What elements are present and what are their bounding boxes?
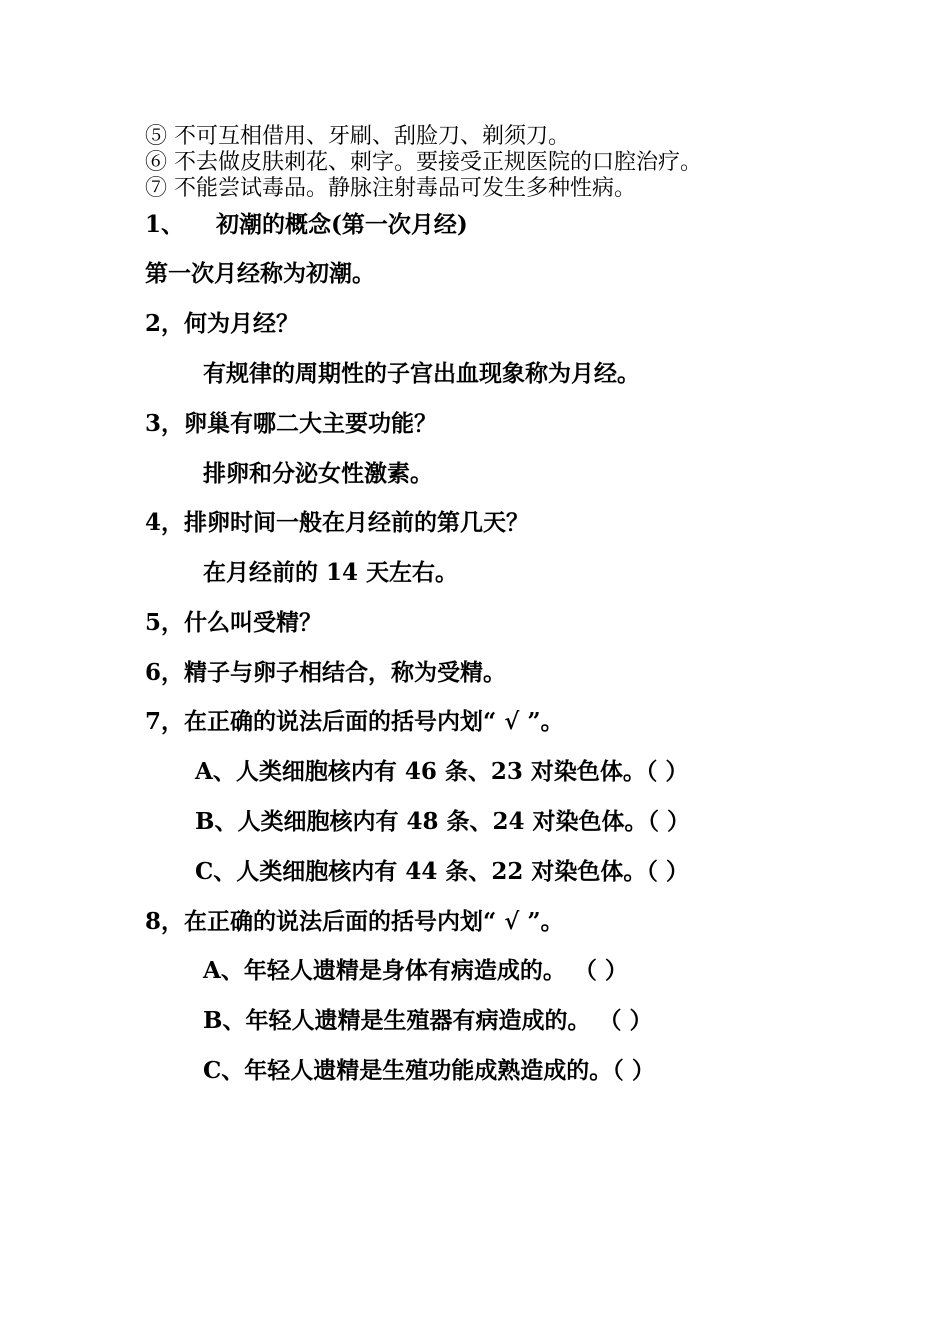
question-8-option-c: C、年轻人遗精是生殖功能成熟造成的。（ ） bbox=[203, 1057, 655, 1084]
question-3: 3，卵巢有哪二大主要功能？ bbox=[145, 410, 438, 437]
question-1 bbox=[145, 210, 468, 240]
question-4: 4，排卵时间一般在月经前的第几天？ bbox=[145, 509, 530, 536]
answer-1: 第一次月经称为初潮。 bbox=[145, 260, 375, 287]
question-6: 6，精子与卵子相结合，称为受精。 bbox=[145, 659, 507, 686]
question-7: 7，在正确的说法后面的括号内划“ √ ”。 bbox=[145, 708, 564, 735]
question-1-text: 初潮的概念(第一次月经) bbox=[216, 211, 468, 238]
question-8-option-a: A、年轻人遗精是身体有病造成的。 （ ） bbox=[203, 957, 628, 984]
question-5: 5，什么叫受精？ bbox=[145, 609, 323, 636]
rule-item-6: ⑥ 不去做皮肤刺花、刺字。要接受正规医院的口腔治疗。 bbox=[145, 150, 702, 175]
question-8-option-b: B、年轻人遗精是生殖器有病造成的。 （ ） bbox=[203, 1007, 653, 1034]
question-7-option-b: B、人类细胞核内有 48 条、24 对染色体。（ ） bbox=[195, 808, 690, 835]
answer-3: 排卵和分泌女性激素。 bbox=[203, 460, 433, 487]
question-8: 8，在正确的说法后面的括号内划“ √ ”。 bbox=[145, 908, 564, 935]
rule-item-7: ⑦ 不能尝试毒品。静脉注射毒品可发生多种性病。 bbox=[145, 176, 636, 201]
answer-2: 有规律的周期性的子宫出血现象称为月经。 bbox=[203, 360, 640, 387]
question-1-number: 1、 bbox=[145, 211, 185, 238]
question-7-option-c: C、人类细胞核内有 44 条、22 对染色体。（ ） bbox=[195, 858, 689, 885]
question-7-option-a: A、人类细胞核内有 46 条、23 对染色体。（ ） bbox=[195, 758, 689, 785]
answer-4: 在月经前的 14 天左右。 bbox=[203, 559, 459, 586]
question-2: 2，何为月经？ bbox=[145, 310, 300, 337]
rule-item-5: ⑤ 不可互相借用、牙刷、刮脸刀、剃须刀。 bbox=[145, 124, 570, 149]
